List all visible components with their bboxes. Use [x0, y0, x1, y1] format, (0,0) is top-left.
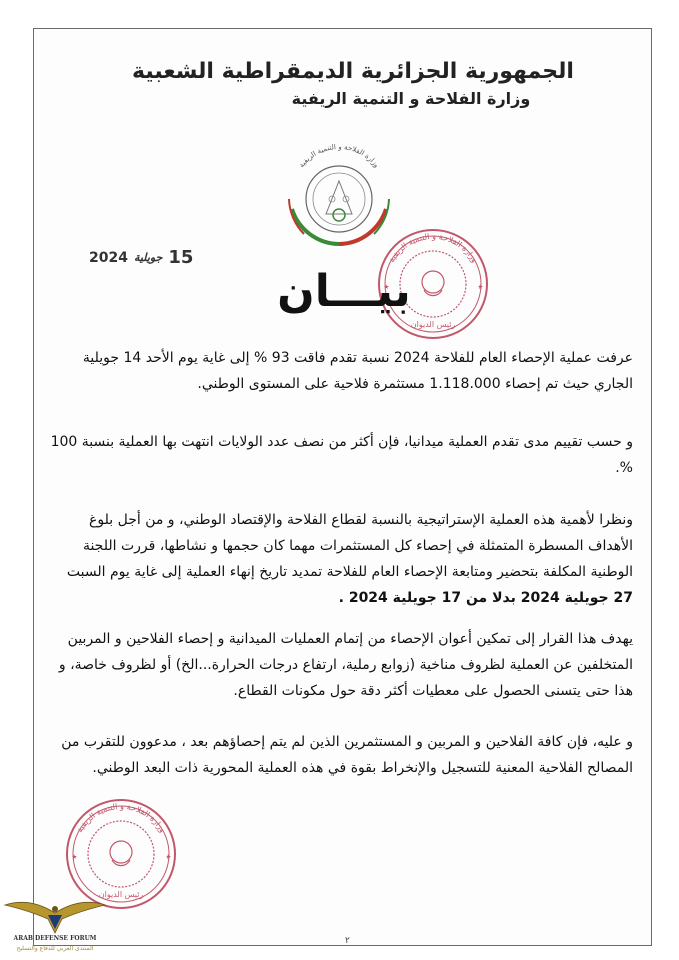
date-day: 15 [168, 247, 194, 268]
paragraph-3-text: ونظرا لأهمية هذه العملية الإستراتيجية بالنسبة لقطاع الفلاحة والإقتصاد الوطني، و من أجل بلوغ الأهداف المسطرة المتمثلة في إحصاء كل المستثمرات مهما كان حجمها و نشاطها، قررت اللجنة الوطنية المكلفة بتحضير ومتابعة الإحصاء العام للفلاحة تمديد تاريخ إنهاء العملية إلى غاية يوم السبت [66, 512, 633, 580]
republic-header: الجمهورية الجزائرية الديمقراطية الشعبية [132, 59, 574, 84]
ministry-header: وزارة الفلاحة و التنمية الريفية [291, 89, 531, 108]
svg-text:وزارة الفلاحة و التنمية الريفي [387, 232, 479, 264]
paragraph-2: و حسب تقييم مدى تقدم العملية ميدانيا، فإن أكثر من نصف عدد الولايات انتهت بها العملية بنسبة 100 %. [50, 434, 633, 476]
svg-text:وزارة الفلاحة و التنمية الريفي [298, 143, 381, 169]
date-year: 2024 [89, 249, 128, 266]
stamp-caption: رئيس الديوان [410, 320, 456, 329]
paragraph-1: عرفت عملية الإحصاء العام للفلاحة 2024 نسبة تقدم فاقت 93 % إلى غاية يوم الأحد 14 جويلية الجاري حيث تم إحصاء 1.118.000 مستثمرة فلاحية على المستوى الوطني. [82, 350, 633, 392]
paragraph-4: يهدف هذا القرار إلى تمكين أعوان الإحصاء من إتمام العمليات الميدانية و إحصاء الفلاحين و المربين المتخلفين عن العملية لظروف مناخية (زوابع رملية، ارتفاع درجات الحرارة...الخ) أو لظروف خاصة، و هذا حتى يتسنى الحصول على معطيات أكثر دقة حول مكونات القطاع. [58, 631, 633, 699]
stamp-ring-text: وزارة الفلاحة و التنمية الريفية [387, 231, 479, 265]
watermark-line-2: المنتدى العربي للدفاع والتسليح [16, 945, 94, 952]
document-page [33, 28, 652, 946]
paragraph-3-dates: 27 جويلية 2024 بدلا من 17 جويلية 2024 . [338, 590, 633, 606]
eagle-logo-icon [0, 895, 110, 935]
forum-watermark [0, 895, 110, 957]
date-month: جويلية [133, 251, 163, 264]
emblem-ring-text: وزارة الفلاحة و التنمية الريفية [297, 142, 381, 170]
stamp-bottom-caption: رئيس الديوان [98, 890, 144, 899]
svg-text:وزارة الفلاحة و التنمية الريفي [75, 802, 167, 834]
watermark-line-1: ARAB DEFENSE FORUM [13, 935, 97, 942]
paragraph-5: و عليه، فإن كافة الفلاحين و المربين و المستثمرين الذين لم يتم إحصاؤهم بعد ، مدعوون للتقرب من المصالح الفلاحية المعنية للتسجيل والإنخراط بقوة في هذه العملية المحورية ذات البعد الوطني. [61, 734, 633, 776]
document-date [89, 247, 193, 268]
page-number: ٢ [345, 936, 350, 946]
stamp-bottom-ring-text: وزارة الفلاحة و التنمية الريفية [75, 801, 167, 835]
paragraph-3 [47, 507, 633, 611]
document-title: بيـــان [277, 266, 411, 317]
